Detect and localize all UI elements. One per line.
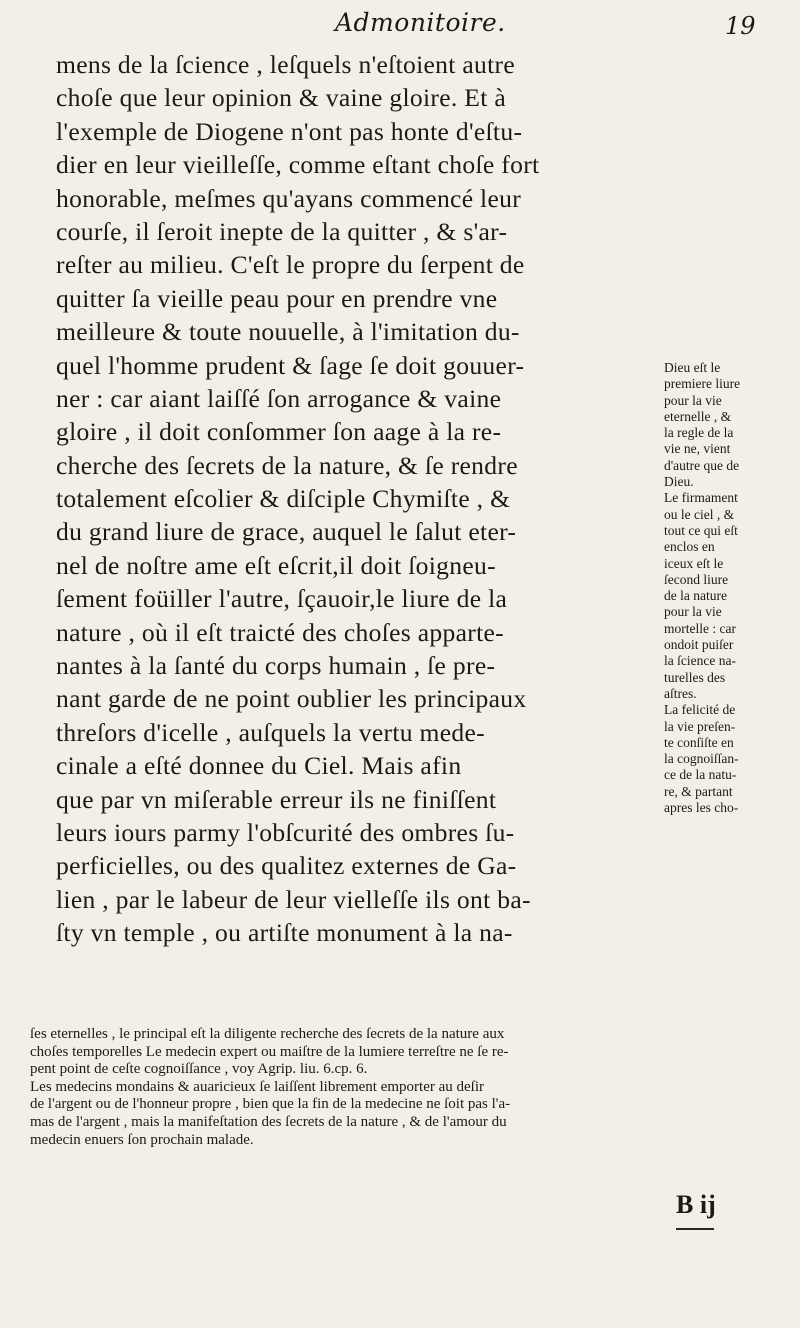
margin-note-line: iceux eſt le xyxy=(664,555,724,571)
footnote-line: de l'argent ou de l'honneur propre , bien que la fin de la medecine ne ſoit pas l'a- xyxy=(30,1096,511,1113)
margin-note-line: aſtres. xyxy=(664,685,697,701)
footnote-line: mas de l'argent , mais la manifeſtation des ſecrets de la nature , & de l'amour du xyxy=(30,1113,507,1130)
margin-note-line: La felicité de xyxy=(664,702,736,718)
margin-note-line: la regle de la xyxy=(664,425,734,441)
margin-note-line: pour la vie xyxy=(664,604,722,620)
main-text-line: nant garde de ne point oublier les principaux xyxy=(56,684,527,714)
main-text-line: quel l'homme prudent & ſage ſe doit gouuer- xyxy=(56,350,525,380)
signature-underline xyxy=(676,1228,714,1230)
main-text-line: l'exemple de Diogene n'ont pas honte d'eſtu- xyxy=(56,116,523,146)
signature-mark: B ij xyxy=(676,1190,716,1219)
margin-note-line: te conſiſte en xyxy=(664,734,734,750)
main-text-line: du grand liure de grace, auquel le ſalut eter- xyxy=(56,517,517,547)
main-text-line: ner : car aiant laiſſé ſon arrogance & vaine xyxy=(56,383,502,413)
page-number: 19 xyxy=(725,12,756,40)
main-text-line: cherche des ſecrets de la nature, & ſe rendre xyxy=(56,450,518,480)
main-text-line: threſors d'icelle , auſquels la vertu mede- xyxy=(56,717,485,747)
margin-note-line: pour la vie xyxy=(664,392,722,408)
main-text-line: honorable, meſmes qu'ayans commencé leur xyxy=(56,183,522,213)
margin-notes xyxy=(664,360,790,816)
margin-note-line: tout ce qui eſt xyxy=(664,522,738,538)
main-text-line: nature , où il eſt traicté des choſes apparte- xyxy=(56,617,504,647)
margin-note-line: d'autre que de xyxy=(664,457,740,473)
footnotes xyxy=(30,1026,782,1149)
main-text-line: quitter ſa vieille peau pour en prendre vne xyxy=(56,283,498,313)
running-head xyxy=(0,4,800,44)
margin-note-line: eternelle , & xyxy=(664,408,732,424)
margin-note-line: Le firmament xyxy=(664,490,738,506)
margin-note-line: ondoit puiſer xyxy=(664,637,734,653)
margin-note-line: Dieu. xyxy=(664,474,694,490)
main-text-line: que par vn miſerable erreur ils ne finiſſent xyxy=(56,784,497,814)
margin-note-line: Dieu eſt le xyxy=(664,360,721,375)
margin-note-line: de la nature xyxy=(664,588,727,604)
margin-note-line: re, & partant xyxy=(664,783,733,799)
main-text-line: ſty vn temple , ou artiſte monument à la na- xyxy=(56,918,513,948)
main-text-line: lien , par le labeur de leur vielleſſe ils ont ba- xyxy=(56,884,531,914)
margin-note-line: vie ne, vient xyxy=(664,441,731,457)
margin-note-line: ou le ciel , & xyxy=(664,506,735,522)
margin-note-line: la vie preſen- xyxy=(664,718,736,734)
margin-note-line: premiere liure xyxy=(664,376,741,392)
footnote-line: Les medecins mondains & auaricieux ſe laiſſent librement emporter au deſir xyxy=(30,1078,485,1095)
margin-note-line: la ſcience na- xyxy=(664,653,736,669)
main-text-line: cinale a eſté donnee du Ciel. Mais afin xyxy=(56,751,462,781)
main-text-line: choſe que leur opinion & vaine gloire. Et à xyxy=(56,83,506,113)
main-text-line: nantes à la ſanté du corps humain , ſe pre- xyxy=(56,651,496,681)
running-head-title: Admonitoire. xyxy=(335,8,506,37)
footnote-line: pent point de ceſte cognoiſſance , voy Agrip. liu. 6.cp. 6. xyxy=(30,1061,368,1078)
margin-note-line: ſecond liure xyxy=(664,571,729,587)
main-text-line: reſter au milieu. C'eſt le propre du ſerpent de xyxy=(56,250,525,280)
footnote-line: choſes temporelles Le medecin expert ou maiſtre de la lumiere terreſtre ne ſe re- xyxy=(30,1043,509,1060)
footnote-line: medecin enuers ſon prochain malade. xyxy=(30,1131,254,1148)
margin-note-line: apres les cho- xyxy=(664,800,739,816)
main-text-line: leurs iours parmy l'obſcurité des ombres ſu- xyxy=(56,817,515,847)
main-text-line: gloire , il doit conſommer ſon aage à la re- xyxy=(56,417,502,447)
main-text-line: meilleure & toute nouuelle, à l'imitation du- xyxy=(56,317,520,347)
main-text-line: courſe, il ſeroit inepte de la quitter , & s'ar- xyxy=(56,216,508,246)
margin-note-line: la cognoiſſan- xyxy=(664,751,739,767)
margin-note-line: enclos en xyxy=(664,539,715,555)
main-text-line: dier en leur vieilleſſe, comme eſtant choſe fort xyxy=(56,150,540,180)
margin-note-line: ce de la natu- xyxy=(664,767,737,783)
main-text-line: perficielles, ou des qualitez externes de Ga- xyxy=(56,851,517,881)
main-text-line: ſement foüiller l'autre, ſçauoir,le liure de la xyxy=(56,584,508,614)
main-text-line: nel de noſtre ame eſt eſcrit,il doit ſoigneu- xyxy=(56,550,496,580)
main-text-line: mens de la ſcience , leſquels n'eſtoient autre xyxy=(56,50,516,79)
margin-note-line: turelles des xyxy=(664,669,726,685)
margin-note-line: mortelle : car xyxy=(664,620,736,636)
footnote-line: ſes eternelles , le principal eſt la diligente recherche des ſecrets de la nature aux xyxy=(30,1026,505,1042)
main-text-line: totalement eſcolier & diſciple Chymiſte , & xyxy=(56,484,511,514)
main-text-block xyxy=(56,48,654,950)
